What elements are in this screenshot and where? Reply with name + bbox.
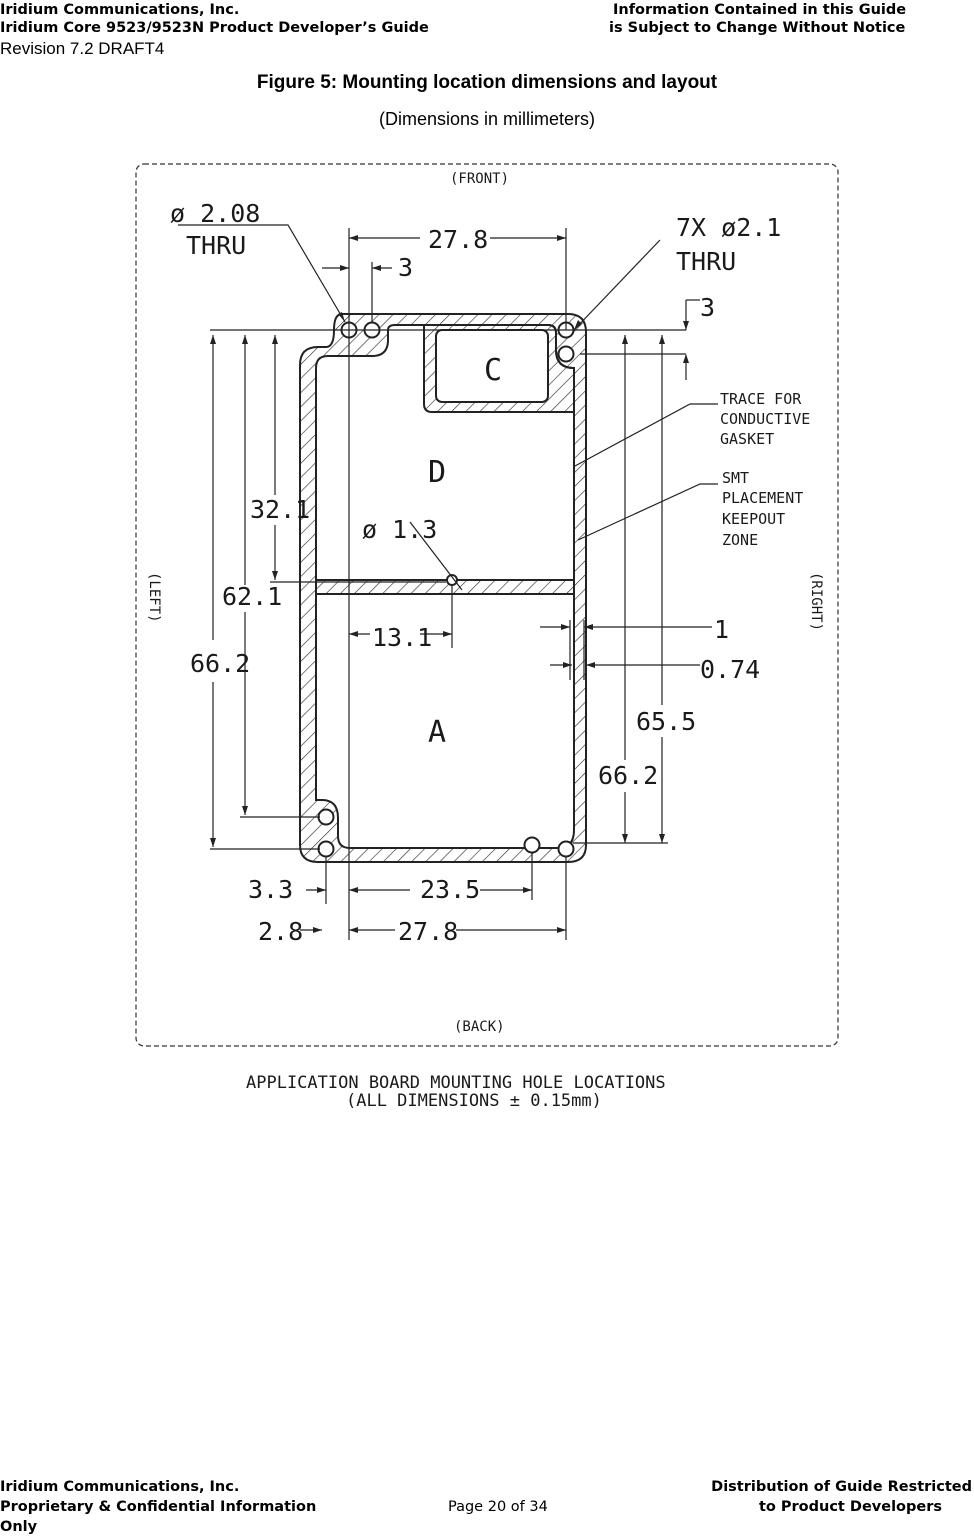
dim-66-2-right: 66.2 <box>598 761 659 790</box>
figure-title: Figure 5: Mounting location dimensions and layout <box>256 72 718 93</box>
dim-23-5: 23.5 <box>420 875 481 904</box>
hole-left-lower <box>319 810 334 825</box>
smt-note-line3: KEEPOUT <box>722 510 786 528</box>
dim-1: 1 <box>714 615 730 644</box>
header-guide-title: Iridium Core 9523/9523N Product Developer’s Guide <box>0 20 429 36</box>
dim-3-3: 3.3 <box>248 875 294 904</box>
footer-proprietary: Proprietary & Confidential Information <box>0 1499 317 1515</box>
left-label: (LEFT) <box>146 572 162 623</box>
drawing-caption-line2: (ALL DIMENSIONS ± 0.15mm) <box>346 1091 602 1111</box>
page-number: Page 20 of 34 <box>448 1499 548 1515</box>
footer-only: Only <box>0 1519 38 1535</box>
header-notice-line2: is Subject to Change Without Notice <box>609 20 906 36</box>
hole-bottom-right <box>559 842 574 857</box>
gasket-trace <box>300 314 586 862</box>
hole-bottom-mid <box>525 838 540 853</box>
footer-company: Iridium Communications, Inc. <box>0 1479 240 1495</box>
drawing-caption-line1: APPLICATION BOARD MOUNTING HOLE LOCATIONS <box>246 1073 666 1093</box>
dim-66-2-left: 66.2 <box>190 649 251 678</box>
hole-right-upper <box>559 347 574 362</box>
smt-note-line4: ZONE <box>722 531 759 549</box>
small-hole-label: ø 1.3 <box>362 515 438 544</box>
trace-note-line3: GASKET <box>720 430 775 448</box>
dim-65-5: 65.5 <box>636 707 697 736</box>
footer-distribution-line2: to Product Developers <box>758 1499 942 1515</box>
footer-distribution-line1: Distribution of Guide Restricted <box>711 1479 972 1495</box>
zone-a-label: A <box>428 715 447 750</box>
header-notice-line1: Information Contained in this Guide <box>613 2 907 18</box>
front-label: (FRONT) <box>450 171 510 187</box>
smt-note-line1: SMT <box>722 469 750 487</box>
figure-subtitle: (Dimensions in millimeters) <box>378 109 596 129</box>
smt-note-line2: PLACEMENT <box>722 489 804 507</box>
dim-right-offset: 3 <box>700 293 716 322</box>
back-label: (BACK) <box>454 1019 505 1035</box>
right-label: (RIGHT) <box>808 572 824 632</box>
hole-callout-a-line2: THRU <box>186 231 247 260</box>
zone-d-label: D <box>428 455 447 490</box>
hole-callout-a-line1: ø 2.08 <box>170 199 261 228</box>
dim-62-1: 62.1 <box>222 582 283 611</box>
zone-c-label: C <box>484 353 503 388</box>
dim-2-8: 2.8 <box>258 917 304 946</box>
dim-13-1: 13.1 <box>372 623 433 652</box>
hole-callout-b-line1: 7X ø2.1 <box>676 213 782 242</box>
hole-bottom-left <box>319 842 334 857</box>
dim-top-offset: 3 <box>398 253 414 282</box>
hole-callout-b-line2: THRU <box>676 247 737 276</box>
dim-bottom-width: 27.8 <box>398 917 459 946</box>
trace-note-line2: CONDUCTIVE <box>720 410 811 428</box>
header-company: Iridium Communications, Inc. <box>0 2 240 18</box>
dim-32-1: 32.1 <box>250 495 311 524</box>
revision-label: Revision 7.2 DRAFT4 <box>0 39 165 58</box>
trace-note-line1: TRACE FOR <box>720 390 802 408</box>
dim-0-74: 0.74 <box>700 655 761 684</box>
dim-top-width: 27.8 <box>428 225 489 254</box>
